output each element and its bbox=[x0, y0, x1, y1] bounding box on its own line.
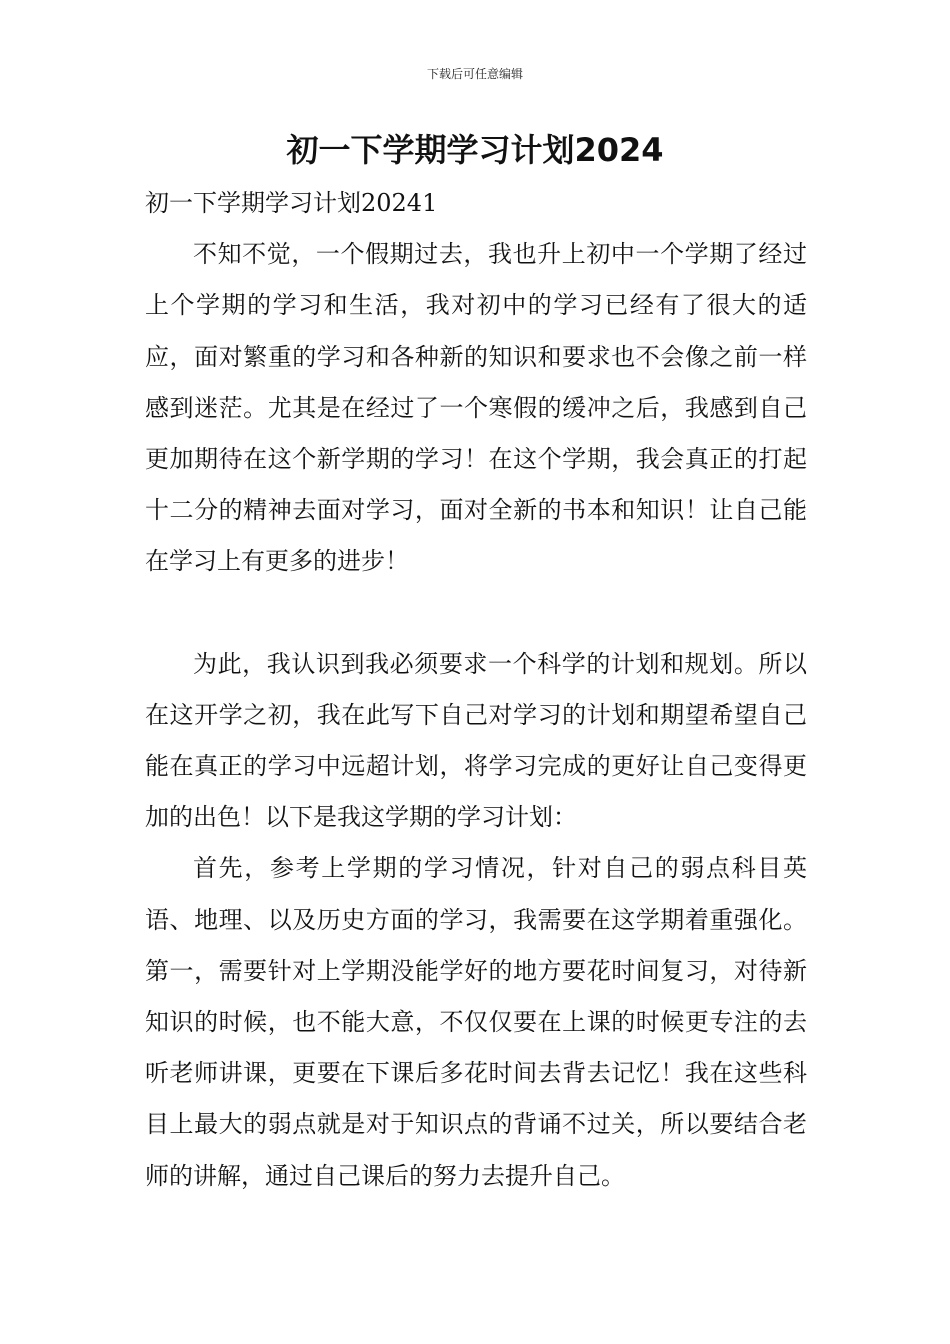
header-note: 下载后可任意编辑 bbox=[426, 67, 523, 81]
paragraph-plan-reason: 为此，我认识到我必须要求一个科学的计划和规划。所以在这开学之初，我在此写下自己对学习的计划和期望希望自己能在真正的学习中远超计划，将学习完成的更好让自己变得更加的出色！以下是我这学期的学习计划： bbox=[145, 649, 807, 832]
document-body bbox=[145, 178, 807, 1202]
paragraph-first-plan: 首先，参考上学期的学习情况，针对自己的弱点科目英语、地理、以及历史方面的学习，我需要在这学期着重强化。第一，需要针对上学期没能学好的地方要花时间复习，对待新知识的时候，也不能大意，不仅仅要在上课的时候更专注的去听老师讲课，更要在下课后多花时间去背去记忆！我在这些科目上最大的弱点就是对于知识点的背诵不过关，所以要结合老师的讲解，通过自己课后的努力去提升自己。 bbox=[145, 854, 807, 1190]
document-subtitle: 初一下学期学习计划20241 bbox=[145, 189, 438, 217]
document-title: 初一下学期学习计划2024 bbox=[286, 131, 664, 169]
paragraph-intro: 不知不觉，一个假期过去，我也升上初中一个学期了经过上个学期的学习和生活，我对初中的学习已经有了很大的适应，面对繁重的学习和各种新的知识和要求也不会像之前一样感到迷茫。尤其是在经过了一个寒假的缓冲之后，我感到自己更加期待在这个新学期的学习！在这个学期，我会真正的打起十二分的精神去面对学习，面对全新的书本和知识！让自己能在学习上有更多的进步！ bbox=[145, 240, 807, 576]
